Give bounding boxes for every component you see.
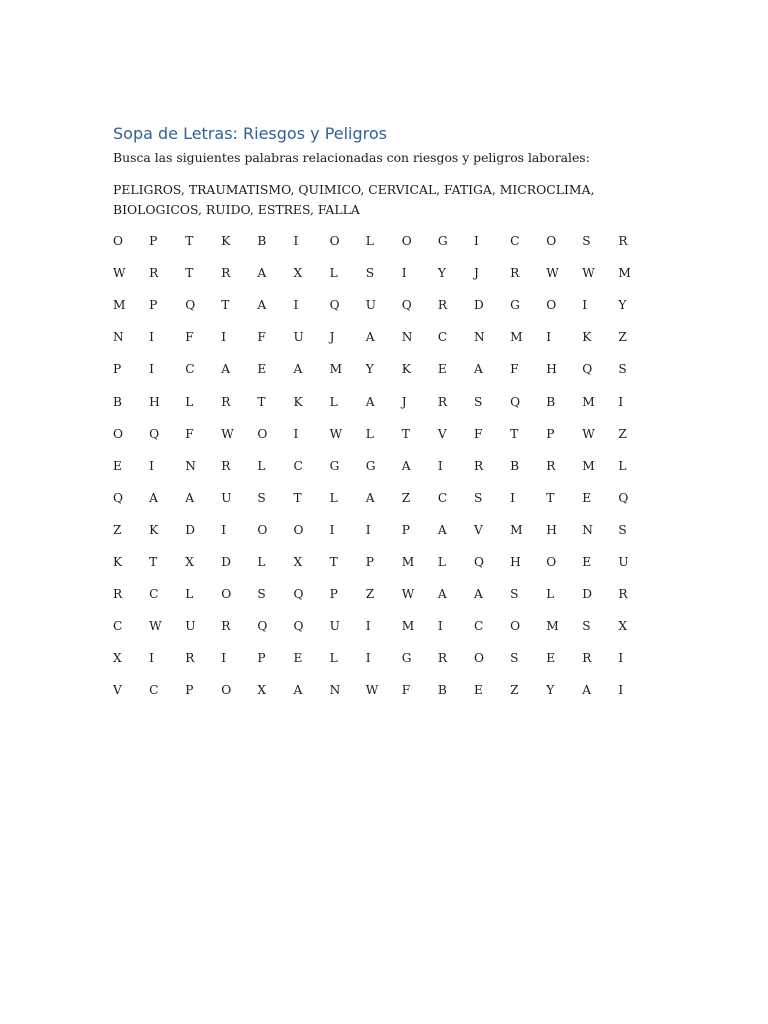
grid-letter: Z bbox=[365, 587, 375, 602]
grid-letter: L bbox=[365, 426, 374, 441]
grid-letter: L bbox=[329, 651, 338, 666]
grid-letter: I bbox=[149, 651, 154, 666]
grid-letter: L bbox=[257, 555, 266, 569]
grid-letter: T bbox=[221, 298, 230, 313]
grid-letter: W bbox=[221, 426, 234, 441]
grid-letter: U bbox=[293, 330, 304, 345]
grid-letter: N bbox=[329, 683, 341, 698]
grid-letter: R bbox=[149, 266, 159, 281]
grid-letter: H bbox=[546, 362, 557, 377]
grid-letter: P bbox=[329, 587, 338, 602]
grid-letter: A bbox=[437, 522, 447, 537]
grid-letter: A bbox=[293, 683, 303, 698]
grid-letter: S bbox=[365, 266, 375, 281]
grid-letter: D bbox=[582, 587, 593, 602]
grid-letter: I bbox=[510, 490, 515, 505]
grid-letter: W bbox=[365, 683, 379, 698]
grid-letter: N bbox=[185, 458, 196, 473]
grid-letter: S bbox=[582, 234, 591, 248]
grid-letter: H bbox=[546, 522, 557, 537]
grid-letter: K bbox=[293, 394, 303, 409]
grid-letter: R bbox=[221, 619, 231, 634]
grid-letter: R bbox=[113, 587, 123, 602]
grid-letter: S bbox=[582, 619, 591, 634]
grid-letter: S bbox=[510, 651, 519, 666]
grid-letter: W bbox=[546, 266, 559, 281]
grid-letter: A bbox=[582, 683, 592, 698]
grid-letter: T bbox=[546, 490, 555, 505]
grid-letter: U bbox=[185, 619, 196, 634]
grid-letter: R bbox=[510, 266, 520, 281]
grid-letter: I bbox=[329, 522, 335, 537]
grid-letter: A bbox=[149, 490, 158, 505]
grid-letter: D bbox=[221, 555, 232, 569]
grid-letter: O bbox=[474, 651, 484, 666]
grid-letter: E bbox=[113, 458, 122, 473]
grid-letter: T bbox=[149, 555, 158, 569]
grid-letter: A bbox=[365, 394, 375, 409]
grid-letter: K bbox=[149, 522, 159, 537]
grid-letter: R bbox=[221, 458, 231, 473]
grid-letter: Q bbox=[185, 298, 196, 313]
grid-letter: X bbox=[257, 683, 267, 698]
grid-letter: M bbox=[510, 330, 523, 345]
grid-letter: E bbox=[474, 683, 483, 698]
grid-letter: R bbox=[618, 587, 628, 602]
grid-letter: W bbox=[329, 426, 343, 441]
grid-letter: C bbox=[149, 683, 159, 698]
grid-letter: F bbox=[510, 362, 519, 377]
grid-letter: E bbox=[582, 490, 592, 505]
grid-letter: P bbox=[257, 651, 266, 666]
grid-letter: Y bbox=[546, 683, 555, 698]
grid-letter: W bbox=[401, 587, 415, 602]
grid-letter: I bbox=[582, 298, 588, 313]
grid-letter: O bbox=[221, 587, 232, 602]
grid-letter: I bbox=[365, 522, 371, 537]
grid-letter: O bbox=[113, 234, 123, 248]
grid-letter: P bbox=[113, 362, 122, 377]
instructions-text: Busca las siguientes palabras relacionadas con riesgos y peligros laborales: bbox=[113, 150, 590, 165]
grid-letter: F bbox=[474, 426, 483, 441]
grid-letter: Q bbox=[293, 587, 304, 602]
grid-letter: P bbox=[546, 426, 555, 441]
grid-letter: I bbox=[474, 234, 479, 248]
grid-letter: Y bbox=[618, 298, 627, 313]
grid-letter: Q bbox=[329, 298, 340, 313]
grid-letter: L bbox=[437, 555, 446, 569]
grid-letter: H bbox=[510, 555, 521, 569]
grid-letter: O bbox=[510, 619, 521, 634]
grid-letter: I bbox=[401, 266, 407, 281]
grid-letter: Z bbox=[401, 490, 411, 505]
grid-letter: A bbox=[257, 298, 267, 313]
grid-letter: C bbox=[510, 234, 520, 248]
grid-letter: L bbox=[546, 587, 555, 602]
grid-letter: A bbox=[401, 458, 411, 473]
grid-letter: K bbox=[113, 555, 123, 569]
grid-letter: S bbox=[510, 587, 519, 602]
grid-letter: S bbox=[257, 490, 266, 505]
grid-letter: L bbox=[618, 458, 627, 473]
grid-letter: M bbox=[582, 458, 595, 473]
grid-letter: E bbox=[293, 651, 303, 666]
grid-letter: O bbox=[401, 234, 412, 248]
grid-letter: X bbox=[293, 555, 303, 569]
grid-letter: O bbox=[329, 234, 340, 248]
grid-letter: D bbox=[185, 522, 195, 537]
grid-letter: S bbox=[618, 362, 627, 377]
grid-letter: B bbox=[510, 458, 520, 473]
grid-letter: F bbox=[257, 330, 266, 345]
grid-letter: L bbox=[185, 587, 194, 602]
grid-letter: L bbox=[365, 234, 374, 248]
grid-letter: O bbox=[257, 522, 268, 537]
grid-letter: D bbox=[474, 298, 484, 313]
grid-letter: R bbox=[185, 651, 195, 666]
grid-letter: G bbox=[365, 458, 376, 473]
grid-letter: W bbox=[582, 266, 595, 281]
grid-letter: I bbox=[293, 298, 299, 313]
grid-letter: H bbox=[149, 394, 160, 409]
grid-letter: Q bbox=[401, 298, 412, 313]
grid-letter: R bbox=[546, 458, 556, 473]
grid-letter: F bbox=[185, 426, 194, 441]
grid-letter: U bbox=[329, 619, 340, 634]
grid-letter: Q bbox=[510, 394, 521, 409]
grid-letter: S bbox=[474, 394, 483, 409]
grid-letter: I bbox=[221, 330, 227, 345]
grid-letter: P bbox=[365, 555, 374, 569]
grid-letter: U bbox=[618, 555, 629, 569]
grid-letter: E bbox=[546, 651, 556, 666]
grid-letter: T bbox=[185, 266, 194, 281]
grid-letter: C bbox=[474, 619, 484, 634]
grid-letter: Q bbox=[257, 619, 268, 634]
grid-letter: L bbox=[329, 490, 338, 505]
grid-letter: R bbox=[437, 394, 448, 409]
grid-letter: O bbox=[221, 683, 232, 698]
grid-letter: C bbox=[437, 330, 448, 345]
grid-letter: V bbox=[437, 426, 447, 441]
grid-letter: M bbox=[329, 362, 343, 377]
grid-letter: I bbox=[293, 426, 299, 441]
grid-letter: R bbox=[474, 458, 484, 473]
grid-letter: R bbox=[437, 298, 448, 313]
grid-letter: J bbox=[329, 330, 335, 345]
grid-letter: V bbox=[113, 683, 122, 698]
grid-letter: L bbox=[329, 266, 338, 281]
grid-letter: A bbox=[221, 362, 231, 377]
grid-letter: Z bbox=[618, 330, 627, 345]
grid-letter: M bbox=[618, 266, 631, 281]
grid-letter: R bbox=[437, 651, 448, 666]
grid-letter: Y bbox=[365, 362, 374, 377]
grid-letter: B bbox=[113, 394, 122, 409]
grid-letter: M bbox=[401, 619, 415, 634]
grid-letter: J bbox=[401, 394, 407, 409]
grid-letter: E bbox=[582, 555, 592, 569]
grid-letter: Z bbox=[510, 683, 519, 698]
grid-letter: B bbox=[257, 234, 267, 248]
grid-letter: P bbox=[401, 522, 410, 537]
grid-letter: Q bbox=[293, 619, 304, 634]
grid-letter: T bbox=[257, 394, 266, 409]
grid-letter: F bbox=[401, 683, 411, 698]
grid-letter: S bbox=[618, 522, 627, 537]
grid-letter: Z bbox=[113, 522, 122, 537]
grid-letter: O bbox=[113, 426, 123, 441]
grid-letter: U bbox=[221, 490, 232, 505]
grid-letter: Z bbox=[618, 426, 627, 441]
grid-letter: M bbox=[546, 619, 559, 634]
grid-letter: L bbox=[329, 394, 338, 409]
grid-letter: P bbox=[149, 298, 158, 313]
grid-letter: Y bbox=[437, 266, 446, 281]
grid-letter: L bbox=[257, 458, 266, 473]
grid-letter: A bbox=[185, 490, 194, 505]
grid-letter: E bbox=[437, 362, 447, 377]
grid-letter: R bbox=[221, 394, 231, 409]
grid-letter: K bbox=[582, 330, 592, 345]
grid-letter: A bbox=[474, 587, 483, 602]
grid-letter: C bbox=[437, 490, 448, 505]
grid-letter: Q bbox=[618, 490, 629, 505]
grid-letter: I bbox=[293, 234, 299, 248]
grid-letter: X bbox=[113, 651, 122, 666]
grid-letter: K bbox=[401, 362, 411, 377]
grid-letter: I bbox=[149, 330, 154, 345]
grid-letter: I bbox=[221, 522, 227, 537]
grid-letter: G bbox=[329, 458, 340, 473]
grid-letter: I bbox=[365, 619, 371, 634]
grid-letter: T bbox=[401, 426, 410, 441]
grid-letter: B bbox=[437, 683, 447, 698]
grid-letter: M bbox=[113, 298, 126, 313]
grid-letter: Q bbox=[474, 555, 484, 569]
grid-letter: Q bbox=[149, 426, 160, 441]
grid-letter: C bbox=[185, 362, 195, 377]
grid-letter: X bbox=[185, 555, 194, 569]
grid-letter: A bbox=[293, 362, 303, 377]
grid-letter: R bbox=[582, 651, 592, 666]
grid-letter: T bbox=[329, 555, 338, 569]
grid-letter: F bbox=[185, 330, 194, 345]
grid-letter: I bbox=[437, 458, 443, 473]
grid-letter: O bbox=[546, 234, 557, 248]
grid-letter: C bbox=[113, 619, 123, 634]
grid-letter: I bbox=[618, 683, 624, 698]
grid-letter: A bbox=[257, 266, 267, 281]
grid-letter: W bbox=[113, 266, 126, 281]
grid-letter: G bbox=[401, 651, 412, 666]
grid-letter: A bbox=[474, 362, 483, 377]
word-list: PELIGROS, TRAUMATISMO, QUIMICO, CERVICAL, FATIGA, MICROCLIMA, BIOLOGICOS, RUIDO, ESTRES, FALLA bbox=[113, 182, 595, 217]
grid-letter: C bbox=[293, 458, 303, 473]
grid-letter: J bbox=[474, 266, 479, 281]
grid-letter: M bbox=[582, 394, 595, 409]
grid-letter: N bbox=[401, 330, 413, 345]
grid-letter: C bbox=[149, 587, 159, 602]
grid-letter: I bbox=[546, 330, 552, 345]
grid-letter: T bbox=[293, 490, 302, 505]
grid-letter: I bbox=[149, 458, 154, 473]
grid-letter: M bbox=[401, 555, 415, 569]
grid-letter: G bbox=[437, 234, 448, 248]
grid-letter: O bbox=[546, 555, 557, 569]
grid-letter: V bbox=[474, 522, 483, 537]
grid-letter: S bbox=[474, 490, 483, 505]
grid-letter: I bbox=[618, 394, 624, 409]
grid-letter: A bbox=[437, 587, 447, 602]
grid-letter: N bbox=[474, 330, 485, 345]
grid-letter: I bbox=[149, 362, 154, 377]
grid-letter: Q bbox=[113, 490, 123, 505]
grid-letter: G bbox=[510, 298, 520, 313]
grid-letter: P bbox=[149, 234, 158, 248]
grid-letter: X bbox=[618, 619, 628, 634]
grid-letter: E bbox=[257, 362, 267, 377]
grid-letter: I bbox=[221, 651, 227, 666]
grid-letter: A bbox=[365, 330, 375, 345]
grid-letter: W bbox=[582, 426, 595, 441]
grid-letter: T bbox=[185, 234, 194, 248]
grid-letter: B bbox=[546, 394, 556, 409]
grid-letter: X bbox=[293, 266, 303, 281]
grid-letter: U bbox=[365, 298, 376, 313]
grid-letter: I bbox=[437, 619, 443, 634]
grid-letter: N bbox=[113, 330, 124, 345]
grid-letter: S bbox=[257, 587, 266, 602]
grid-letter: P bbox=[185, 683, 194, 698]
grid-letter: O bbox=[293, 522, 304, 537]
grid-letter: O bbox=[546, 298, 557, 313]
page-title: Sopa de Letras: Riesgos y Peligros bbox=[113, 124, 388, 143]
grid-letter: R bbox=[618, 234, 628, 248]
grid-letter: A bbox=[365, 490, 375, 505]
grid-letter: M bbox=[510, 522, 523, 537]
grid-letter: I bbox=[618, 651, 624, 666]
grid-letter: O bbox=[257, 426, 268, 441]
grid-letter: N bbox=[582, 522, 593, 537]
grid-letter: T bbox=[510, 426, 519, 441]
grid-letter: L bbox=[185, 394, 194, 409]
grid-letter: Q bbox=[582, 362, 593, 377]
grid-letter: K bbox=[221, 234, 231, 248]
grid-letter: W bbox=[149, 619, 162, 634]
grid-letter: I bbox=[365, 651, 371, 666]
grid-letter: R bbox=[221, 266, 231, 281]
